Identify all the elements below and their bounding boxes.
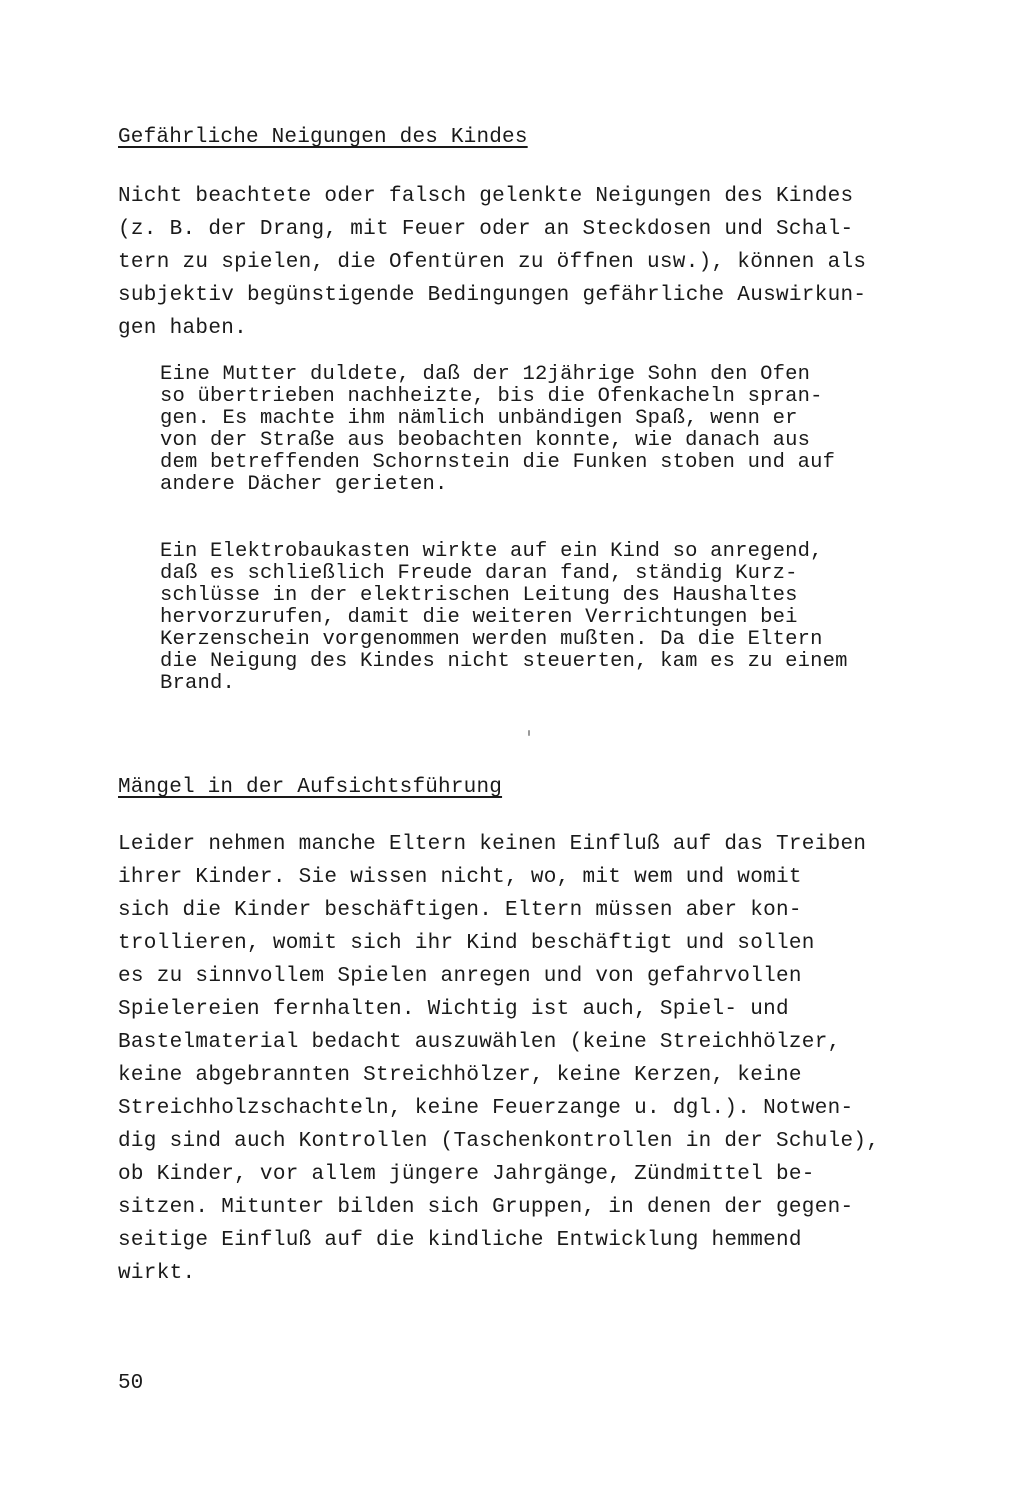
ink-speck bbox=[528, 730, 530, 736]
text-line: Kerzenschein vorgenommen werden mußten. Da die Eltern bbox=[160, 628, 823, 651]
text-line: es zu sinnvollem Spielen anregen und von gefahrvollen bbox=[118, 965, 802, 988]
text-line: Nicht beachtete oder falsch gelenkte Neigungen des Kindes bbox=[118, 185, 854, 208]
text-line: andere Dächer gerieten. bbox=[160, 473, 448, 496]
example-electro-kit bbox=[160, 541, 848, 695]
text-line: seitige Einfluß auf die kindliche Entwicklung hemmend bbox=[118, 1229, 802, 1252]
text-line: Eine Mutter duldete, daß der 12jährige Sohn den Ofen bbox=[160, 363, 811, 386]
text-line: daß es schließlich Freude daran fand, ständig Kurz- bbox=[160, 562, 798, 585]
text-line: von der Straße aus beobachten konnte, wie danach aus bbox=[160, 429, 811, 452]
text-line: Brand. bbox=[160, 672, 236, 695]
text-line: tern zu spielen, die Ofentüren zu öffnen usw.), können als bbox=[118, 251, 867, 274]
text-line: sich die Kinder beschäftigen. Eltern müssen aber kon- bbox=[118, 899, 802, 922]
text-line: sitzen. Mitunter bilden sich Gruppen, in denen der gegen- bbox=[118, 1196, 854, 1219]
text-line: gen. Es machte ihm nämlich unbändigen Spaß, wenn er bbox=[160, 407, 798, 430]
paragraph-dangerous-inclinations bbox=[118, 180, 866, 345]
text-line: dig sind auch Kontrollen (Taschenkontrollen in der Schule), bbox=[118, 1130, 880, 1153]
section-heading-dangerous-inclinations: Gefährliche Neigungen des Kindes bbox=[118, 126, 528, 149]
text-line: ob Kinder, vor allem jüngere Jahrgänge, Zündmittel be- bbox=[118, 1163, 815, 1186]
text-line: gen haben. bbox=[118, 317, 248, 340]
text-line: trollieren, womit sich ihr Kind beschäftigt und sollen bbox=[118, 932, 815, 955]
example-oven bbox=[160, 364, 835, 496]
text-line: keine abgebrannten Streichhölzer, keine Kerzen, keine bbox=[118, 1064, 802, 1087]
text-line: (z. B. der Drang, mit Feuer oder an Steckdosen und Schal- bbox=[118, 218, 854, 241]
text-line: so übertrieben nachheizte, bis die Ofenkacheln spran- bbox=[160, 385, 823, 408]
page-number: 50 bbox=[118, 1372, 144, 1395]
text-line: Spielereien fernhalten. Wichtig ist auch, Spiel- und bbox=[118, 998, 789, 1021]
paragraph-supervision-deficits bbox=[118, 828, 879, 1290]
text-line: die Neigung des Kindes nicht steuerten, kam es zu einem bbox=[160, 650, 848, 673]
section-heading-supervision-deficits: Mängel in der Aufsichtsführung bbox=[118, 776, 503, 799]
text-line: Bastelmaterial bedacht auszuwählen (keine Streichhölzer, bbox=[118, 1031, 841, 1054]
text-line: Ein Elektrobaukasten wirkte auf ein Kind so anregend, bbox=[160, 540, 823, 563]
text-line: Leider nehmen manche Eltern keinen Einfluß auf das Treiben bbox=[118, 833, 867, 856]
text-line: wirkt. bbox=[118, 1262, 196, 1285]
text-line: Streichholzschachteln, keine Feuerzange u. dgl.). Notwen- bbox=[118, 1097, 854, 1120]
text-line: dem betreffenden Schornstein die Funken stoben und auf bbox=[160, 451, 836, 474]
text-line: hervorzurufen, damit die weiteren Verrichtungen bei bbox=[160, 606, 798, 629]
text-line: ihrer Kinder. Sie wissen nicht, wo, mit wem und womit bbox=[118, 866, 802, 889]
text-line: schlüsse in der elektrischen Leitung des Haushaltes bbox=[160, 584, 798, 607]
text-line: subjektiv begünstigende Bedingungen gefährliche Auswirkun- bbox=[118, 284, 867, 307]
